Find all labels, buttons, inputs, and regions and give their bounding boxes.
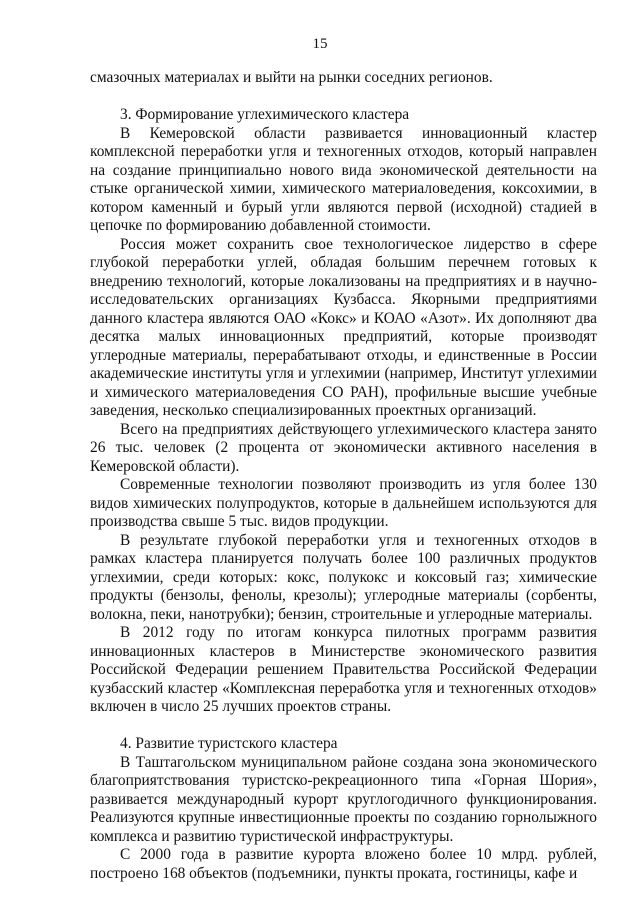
section-3-paragraph-3: Всего на предприятиях действующего углехимического кластера занято 26 тыс. человек (2 процента от экономически активного населения в Кемеровской области). [90,420,597,475]
section-3-paragraph-5: В результате глубокой переработки угля и техногенных отходов в рамках кластера планируется получать более 100 различных продуктов углехимии, среди которых: кокс, полукокс и коксовый газ; химические продукты (бензолы, фенолы, крезолы); углеродные материалы (сорбенты, волокна, пеки, нанотрубки); бензин, строительные и углеродные материалы. [90,531,597,623]
page-content [90,69,597,883]
page-number: 15 [312,36,328,52]
section-3-heading: 3. Формирование углехимического кластера [120,106,410,123]
section-3-paragraph-6: В 2012 году по итогам конкурса пилотных программ развития инновационных кластеров в Министерстве экономического развития Российской Федерации решением Правительства Российской Федерации кузбасский кластер «Комплексная переработка угля и техногенных отходов» включен в число 25 лучших проектов страны. [90,624,597,715]
spacer [90,717,597,736]
section-4-heading: 4. Развитие туристского кластера [120,735,338,752]
section-3-paragraph-4: Современные технологии позволяют производить из угля более 130 видов химических полупродуктов, которые в дальнейшем используются для производства свыше 5 тыс. видов продукции. [90,476,597,530]
section-3-paragraph-1: В Кемеровской области развивается инновационный кластер комплексной переработки угля и техногенных отходов, который направлен на создание принципиально нового вида экономической деятельности на стыке органической химии, химического материаловедения, коксохимии, в котором каменный и бурый угли являются первой (исходной) стадией в цепочке по формированию добавленной стоимости. [90,124,597,234]
section-4-paragraph-2: С 2000 года в развитие курорта вложено более 10 млрд. рублей, построено 168 объектов (подъемники, пункты проката, гостиницы, кафе и [90,846,597,882]
section-3-paragraph-2: Россия может сохранить свое технологическое лидерство в сфере глубокой переработки углей, обладая большим перечнем готовых к внедрению технологий, которые локализованы на предприятиях и в научно-исследовательских организациях Кузбасса. Якорными предприятиями данного кластера являются ОАО «Кокс» и КОАО «Азот». Их дополняют два десятка малых инновационных предприятий, которые производят углеродные материалы, перерабатывают отходы, и единственные в России академические институты угля и углехимии (например, Институт углехимии и химического материаловедения СО РАН), профильные высшие учебные заведения, несколько специализированных проектных организаций. [90,235,597,419]
spacer [90,88,597,107]
intro-paragraph: смазочных материалах и выйти на рынки соседних регионов. [90,69,493,86]
section-4-paragraph-1: В Таштагольском муниципальном районе создана зона экономического благоприятствования туристско-рекреационного типа «Горная Шория», развивается международный курорт круглогодичного функционирования. Реализуются крупные инвестиционные проекты по созданию горнолыжного комплекса и развитию туристической инфраструктуры. [90,753,597,845]
